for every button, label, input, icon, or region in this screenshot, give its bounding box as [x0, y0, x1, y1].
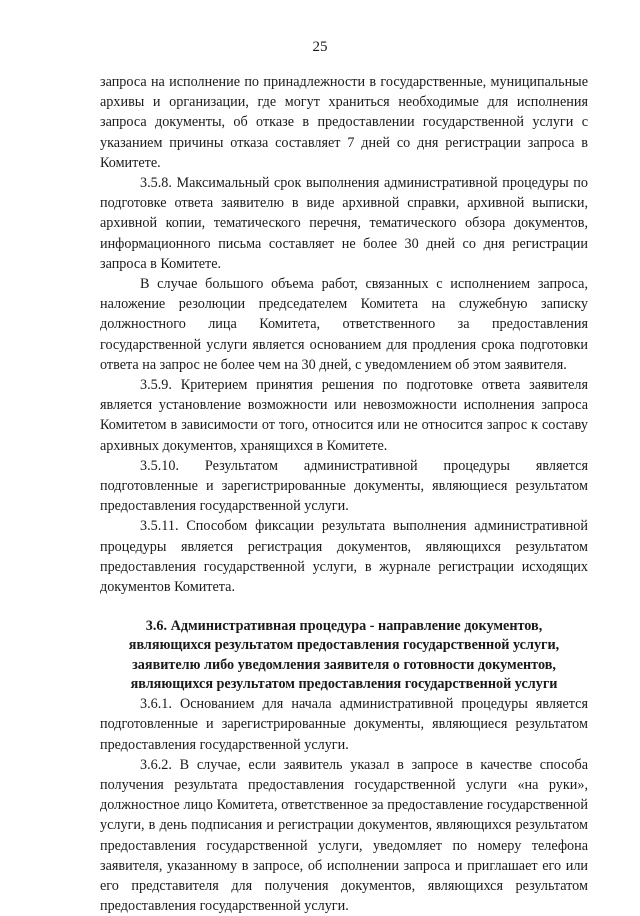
paragraph: 3.5.8. Максимальный срок выполнения административной процедуры по подготовке ответа заявителю в виде архивной справки, архивной выписки, архивной копии, тематического перечня, тематического обзора документов, информационного письма составляет не более 30 дней со дня регистрации запроса в Комитете.: [100, 175, 588, 272]
section-title-line: являющихся результатом предоставления государственной услуги: [130, 675, 558, 692]
paragraph: 3.5.9. Критерием принятия решения по подготовке ответа заявителя является установление возможности или невозможности исполнения запроса Комитетом в зависимости от того, относится или не относится запрос к составу архивных документов, хранящихся в Комитете.: [100, 377, 588, 454]
paragraph: 3.5.10. Результатом административной процедуры является подготовленные и зарегистрированные документы, являющиеся результатом предоставления государственной услуги.: [100, 457, 588, 515]
paragraph: В случае большого объема работ, связанных с исполнением запроса, наложение резолюции председателем Комитета на служебную записку должностного лица Комитета, ответственного за предоставления государственной услуги является основанием для продления срока подготовки ответа на запрос не более чем на 30 дней, с уведомлением об этом заявителя.: [100, 276, 588, 373]
page-number: 25: [312, 39, 328, 55]
section-title-line: заявителю либо уведомления заявителя о готовности документов,: [132, 656, 556, 673]
paragraphs-before: [100, 72, 588, 597]
section-title-line: 3.6. Административная процедура - направление документов,: [145, 618, 543, 635]
paragraph: 3.5.11. Способом фиксации результата выполнения административной процедуры является регистрация документов, являющихся результатом предоставления государственной услуги, в журнале регистрации исходящих документов Комитета.: [100, 518, 588, 596]
paragraph: 3.6.1. Основанием для начала административной процедуры является подготовленные и зарегистрированные документы, являющиеся результатом предоставления государственной услуги.: [100, 696, 588, 753]
paragraph: запроса на исполнение по принадлежности в государственные, муниципальные архивы и организации, где могут храниться необходимые для исполнения запроса документы, об отказе в предоставлении государственной услуги с указанием причины отказа составляет 7 дней со дня регистрации запроса в Комитете.: [100, 74, 588, 171]
section-title: [100, 617, 588, 694]
section-title-line: являющихся результатом предоставления государственной услуги,: [128, 637, 560, 654]
paragraph: 3.6.2. В случае, если заявитель указал в запросе в качестве способа получения результата предоставления государственной услуги «на руки», должностное лицо Комитета, ответственное за предоставление государственной услуги, в день подписания и регистрации документов, являющихся результатом предоставления государственной услуги, уведомляет по номеру телефона заявителя, указанному в запросе, об исполнении запроса и приглашает его или его представителя для получения документов, являющихся результатом предоставления государственной услуги.: [100, 756, 588, 915]
paragraphs-after: [100, 694, 588, 916]
document-body: [100, 72, 588, 916]
